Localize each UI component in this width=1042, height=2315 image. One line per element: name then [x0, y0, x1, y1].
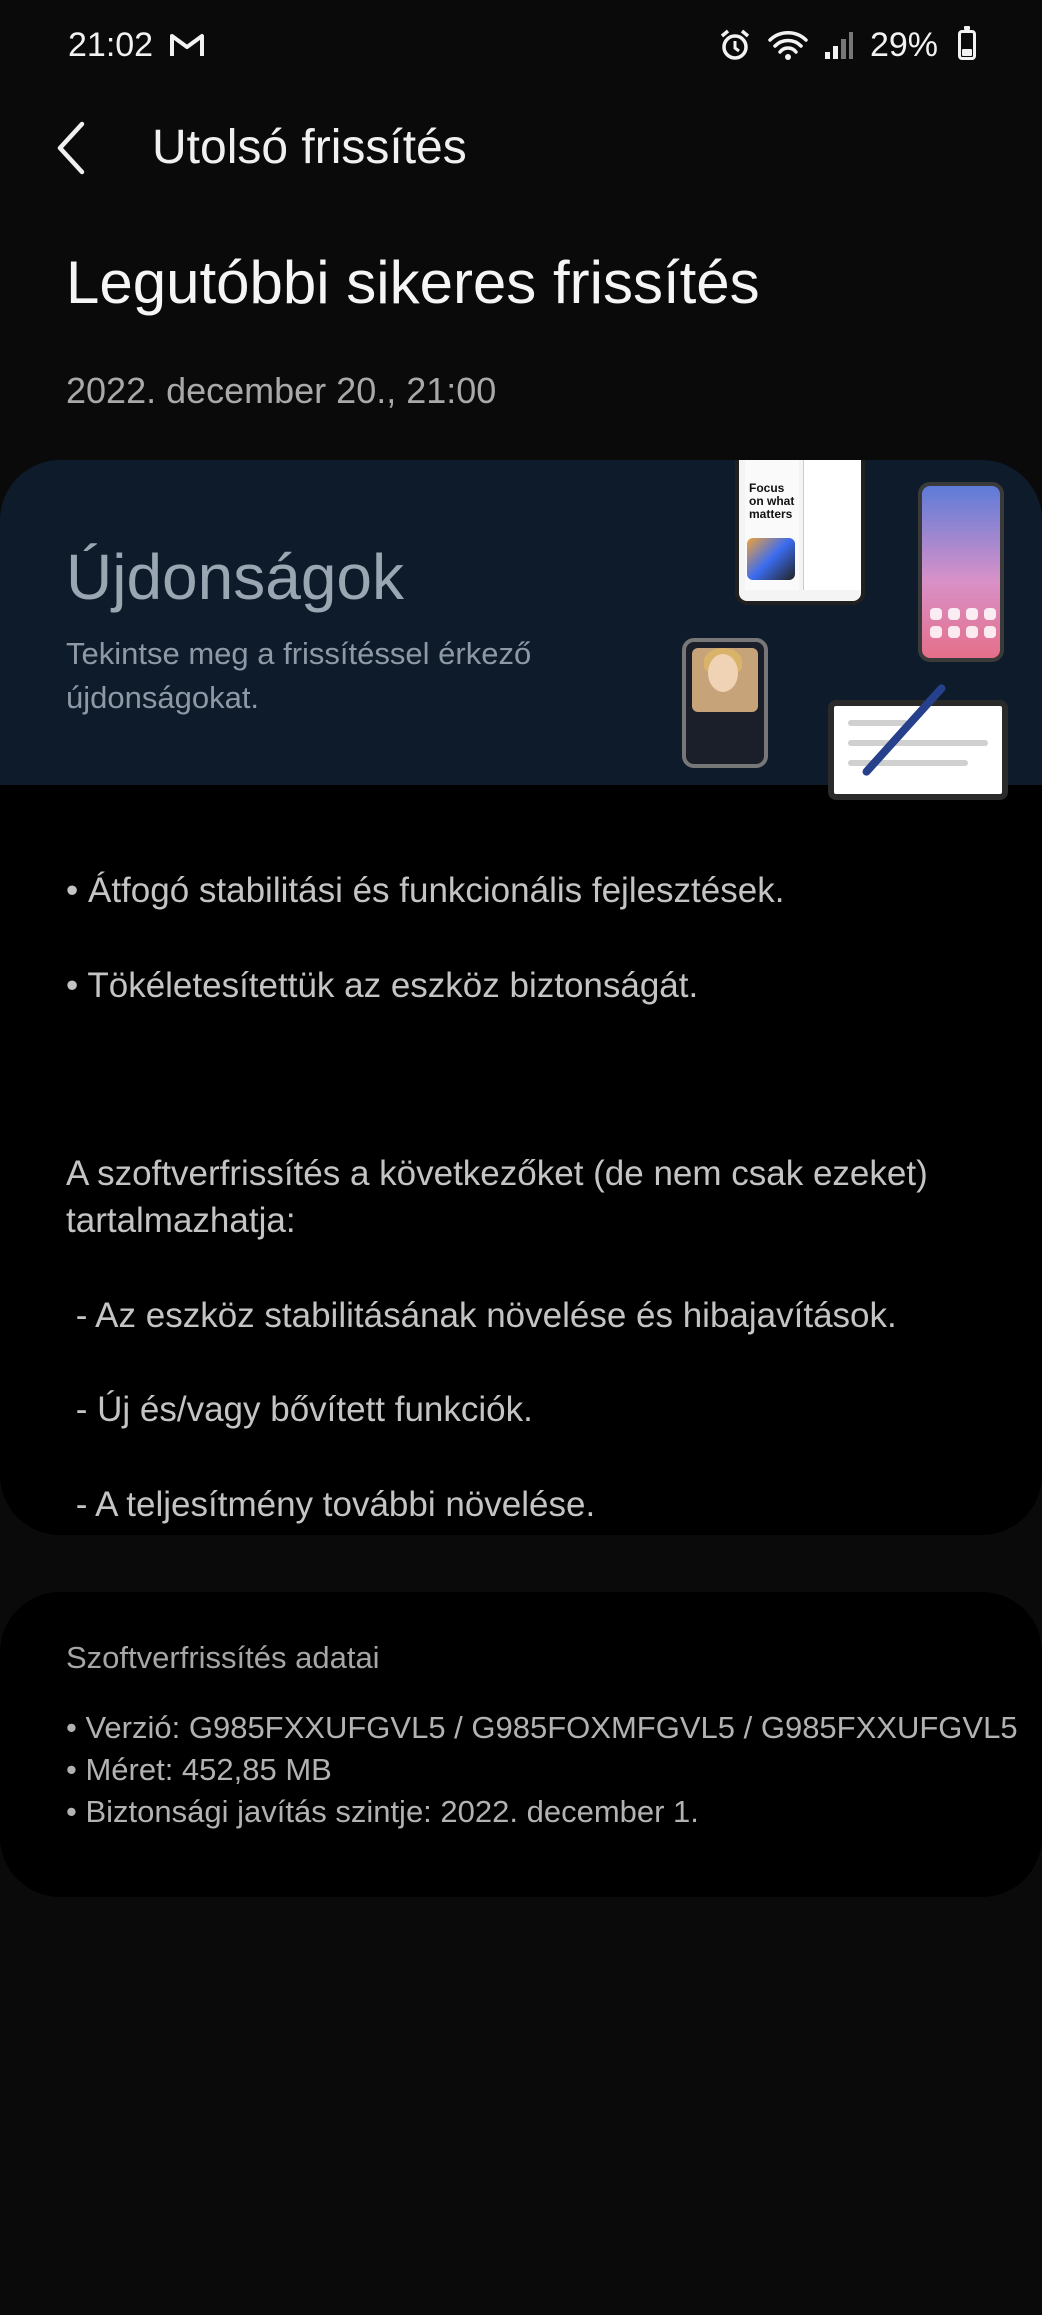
news-line: - Az eszköz stabilitásának növelése és hibajavítások.: [66, 1295, 897, 1335]
wifi-icon: [768, 29, 808, 61]
info-item-size: • Méret: 452,85 MB: [66, 1752, 332, 1787]
gmail-icon: [169, 31, 205, 59]
flip-device-image: [682, 638, 768, 768]
status-bar: [0, 0, 1042, 90]
news-body: [66, 820, 996, 1535]
banner-title: Újdonságok: [66, 541, 404, 613]
back-button[interactable]: [22, 100, 122, 195]
info-item-version: • Verzió: G985FXXUFGVL5 / G985FOXMFGVL5 / G985FXXUFGVL5: [66, 1710, 1018, 1745]
news-line: • Tökéletesítettük az eszköz biztonságát.: [66, 965, 699, 1005]
news-line: - Új és/vagy bővített funkciók.: [66, 1390, 533, 1430]
app-bar: [0, 100, 1042, 195]
alarm-icon: [718, 28, 752, 62]
whats-new-banner[interactable]: [0, 460, 1042, 785]
banner-subtitle: Tekintse meg a frissítéssel érkező újdonságokat.: [66, 636, 532, 715]
battery-percent: 29%: [869, 25, 938, 64]
page-heading: Legutóbbi sikeres frissítés: [66, 249, 760, 316]
app-title: Utolsó frissítés: [152, 121, 467, 174]
news-card: [0, 460, 1042, 1535]
foldable-device-image: [735, 460, 865, 605]
info-item-security-patch: • Biztonsági javítás szintje: 2022. december 1.: [66, 1794, 699, 1829]
info-card: [0, 1592, 1042, 1897]
news-line: • Átfogó stabilitási és funkcionális fejlesztések.: [66, 871, 785, 911]
battery-icon: [958, 30, 976, 60]
promo-text: Focus on what matters: [749, 481, 795, 521]
phone-device-image: [918, 482, 1004, 662]
news-line: - A teljesítmény további növelése.: [66, 1484, 596, 1524]
news-line: A szoftverfrissítés a következőket (de nem csak ezeket) tartalmazhatja:: [66, 1154, 928, 1241]
status-time: 21:02: [68, 25, 154, 64]
chevron-left-icon: [52, 120, 92, 176]
info-title: Szoftverfrissítés adatai: [66, 1640, 380, 1675]
info-list: [66, 1707, 1018, 1833]
news-line: [66, 1056, 996, 1103]
signal-icon: [824, 30, 854, 60]
update-date: 2022. december 20., 21:00: [66, 370, 497, 411]
